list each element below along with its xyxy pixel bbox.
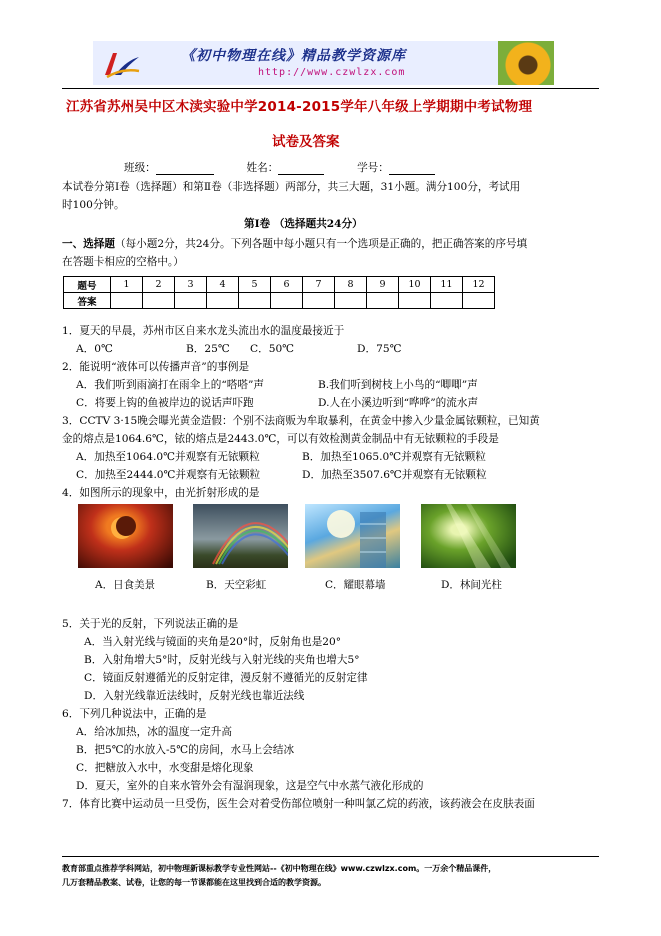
q1-option-a: A．0℃ [76, 343, 113, 355]
student-info [124, 160, 435, 175]
q1-option-c: C．50℃ [250, 343, 295, 355]
q2-option-b: B.我们听到树枝上小鸟的“唧唧”声 [318, 379, 478, 391]
intro-text-cont: 时100分钟。 [62, 199, 125, 211]
answer-table [63, 276, 495, 309]
q2-option-d: D.人在小溪边听到“哗哗”的流水声 [318, 397, 479, 409]
q1-option-b: B．25℃ [186, 343, 230, 355]
number-label: 学号： [357, 162, 389, 174]
answer-cell[interactable] [143, 293, 175, 309]
q1-stem: 1．夏天的早晨，苏州市区自来水龙头流出水的温度最接近于 [62, 325, 345, 337]
q5-option-a: A．当入射光线与镜面的夹角是20°时，反射角也是20° [84, 636, 342, 648]
q4-option-d: D．林间光柱 [441, 579, 502, 591]
part1-desc-cont: 在答题卡相应的空格中。） [62, 256, 184, 268]
q2-stem: 2．能说明“液体可以传播声音”的事例是 [62, 361, 250, 373]
footer-divider [62, 856, 599, 857]
logo-icon [101, 49, 141, 79]
number-cell: 1 [111, 277, 143, 293]
answer-cell[interactable] [463, 293, 495, 309]
banner-url[interactable]: http://www.czwlzx.com [258, 67, 406, 78]
q5-option-b: B．入射角增大5°时，反射光线与入射光线的夹角也增大5° [84, 654, 360, 666]
rainbow-image [193, 504, 288, 568]
number-cell: 10 [399, 277, 431, 293]
answer-cell[interactable] [399, 293, 431, 309]
name-label: 姓名： [246, 162, 279, 174]
q5-option-c: C．镜面反射遵循光的反射定律，漫反射不遵循光的反射定律 [84, 672, 368, 684]
number-cell: 3 [175, 277, 207, 293]
q4-stem: 4．如图所示的现象中，由光折射形成的是 [62, 487, 260, 499]
forest-light-beam-image [421, 504, 516, 568]
q2-option-c: C．将要上钩的鱼被岸边的说话声吓跑 [76, 397, 254, 409]
answer-cell[interactable] [207, 293, 239, 309]
number-cell: 9 [367, 277, 399, 293]
table-row-numbers [64, 277, 495, 293]
part1-desc: （每小题2分，共24分。下列各题中每小题只有一个选项是正确的，把正确答案的序号填 [114, 238, 528, 250]
q2-option-a: A．我们听到雨滴打在雨伞上的“嗒嗒”声 [76, 379, 264, 391]
q5-stem: 5．关于光的反射，下列说法正确的是 [62, 618, 239, 630]
number-cell: 8 [335, 277, 367, 293]
q3-stem-cont: 金的熔点是1064.6℃，铱的熔点是2443.0℃，可以有效检测黄金制品中有无铱颗粒的手段是 [62, 433, 499, 445]
number-cell: 2 [143, 277, 175, 293]
footer-line1: 教育部重点推荐学科网站，初中物理新课标教学专业性网站--《初中物理在线》www.czwlzx.com。一万余个精品课件， [62, 864, 497, 873]
q3-option-d: D．加热至3507.6℃并观察有无铱颗粒 [302, 469, 487, 481]
glass-curtain-wall-image [305, 504, 400, 568]
table-row-answers [64, 293, 495, 309]
q1-option-d: D．75℃ [357, 343, 402, 355]
answer-cell[interactable] [335, 293, 367, 309]
answer-cell[interactable] [271, 293, 303, 309]
q6-option-b: B．把5℃的水放入-5℃的房间，水马上会结冰 [76, 744, 295, 756]
part1-heading-line [62, 236, 527, 251]
number-cell: 5 [239, 277, 271, 293]
name-field[interactable] [278, 162, 324, 175]
answer-cell[interactable] [111, 293, 143, 309]
doc-title: 江苏省苏州吴中区木渎实验中学2014-2015学年八年级上学期期中考试物理 [66, 99, 533, 115]
q4-option-a: A．日食美景 [95, 579, 156, 591]
q7-stem: 7．体育比赛中运动员一旦受伤，医生会对着受伤部位喷射一种叫氯乙烷的药液，该药液会在皮肤表面 [62, 798, 535, 810]
q6-option-d: D．夏天，室外的自来水管外会有湿润现象，这是空气中水蒸气液化形成的 [76, 780, 424, 792]
q5-option-d: D．入射光线靠近法线时，反射光线也靠近法线 [84, 690, 305, 702]
number-cell: 7 [303, 277, 335, 293]
doc-title-cont: 试卷及答案 [272, 134, 340, 150]
answer-cell[interactable] [239, 293, 271, 309]
class-label: 班级： [124, 162, 156, 174]
intro-text: 本试卷分第Ⅰ卷（选择题）和第Ⅱ卷（非选择题）两部分，共三大题，31小题。满分100分，考试用 [62, 181, 521, 193]
number-cell: 6 [271, 277, 303, 293]
q6-option-a: A．给冰加热，冰的温度一定升高 [76, 726, 232, 738]
q4-option-b: B．天空彩虹 [206, 579, 267, 591]
q4-option-c: C．耀眼幕墙 [325, 579, 386, 591]
number-cell: 12 [463, 277, 495, 293]
banner-title: 《初中物理在线》精品教学资源库 [181, 48, 406, 64]
table-header-cell: 题号 [64, 277, 111, 293]
number-cell: 11 [431, 277, 463, 293]
number-cell: 4 [207, 277, 239, 293]
q3-option-c: C．加热至2444.0℃并观察有无铱颗粒 [76, 469, 261, 481]
answer-cell[interactable] [431, 293, 463, 309]
solar-eclipse-image [78, 504, 173, 568]
part1-heading: 一、选择题 [62, 238, 115, 250]
table-header-cell: 答案 [64, 293, 111, 309]
number-field[interactable] [389, 162, 435, 175]
class-field[interactable] [156, 162, 214, 175]
answer-cell[interactable] [303, 293, 335, 309]
answer-cell[interactable] [367, 293, 399, 309]
q3-option-b: B．加热至1065.0℃并观察有无铱颗粒 [302, 451, 486, 463]
footer [62, 862, 602, 890]
header-banner [93, 41, 554, 85]
sunflower-image [498, 41, 554, 85]
q6-stem: 6．下列几种说法中，正确的是 [62, 708, 207, 720]
q3-stem: 3．CCTV 3·15晚会曝光黄金造假：个别不法商贩为牟取暴利，在黄金中掺入少量金属铱颗粒，已知黄 [62, 415, 540, 427]
section-title: 第Ⅰ卷 （选择题共24分） [244, 218, 363, 230]
header-divider [62, 88, 599, 89]
q3-option-a: A．加热至1064.0℃并观察有无铱颗粒 [76, 451, 260, 463]
q6-option-c: C．把糖放入水中，水变甜是熔化现象 [76, 762, 254, 774]
answer-cell[interactable] [175, 293, 207, 309]
footer-line2: 几万套精品教案、试卷，让您的每一节课都能在这里找到合适的教学资源。 [62, 878, 326, 887]
